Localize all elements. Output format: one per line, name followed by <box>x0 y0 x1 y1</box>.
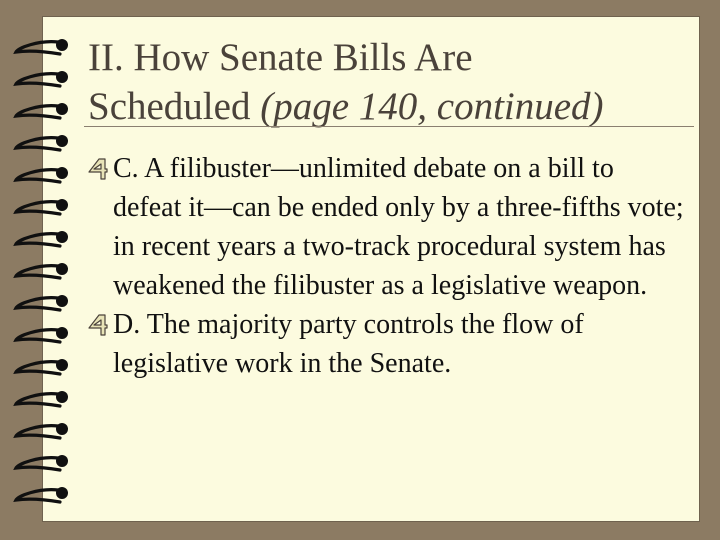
spiral-binding-icon <box>0 0 90 540</box>
number-4-outline-icon <box>86 313 108 337</box>
title-line-1: II. How Senate Bills Are <box>88 36 473 79</box>
bullet-list <box>86 149 686 383</box>
bullet-text: D. The majority party controls the flow of legislative work in the Senate. <box>113 309 584 379</box>
title-line-2-regular: Scheduled <box>88 85 251 128</box>
bullet-item-d <box>86 305 686 383</box>
number-4-outline-icon <box>86 157 108 181</box>
title-line-2-italic: (page 140, continued) <box>260 85 604 128</box>
bullet-item-c <box>86 149 686 305</box>
bullet-text: C. A filibuster—unlimited debate on a bill to defeat it—can be ended only by a three-fifths vote; in recent years a two-track procedural system has weakened the filibuster as a legislative weapon. <box>113 153 684 301</box>
title-underline <box>84 126 694 127</box>
slide-title <box>88 33 698 131</box>
